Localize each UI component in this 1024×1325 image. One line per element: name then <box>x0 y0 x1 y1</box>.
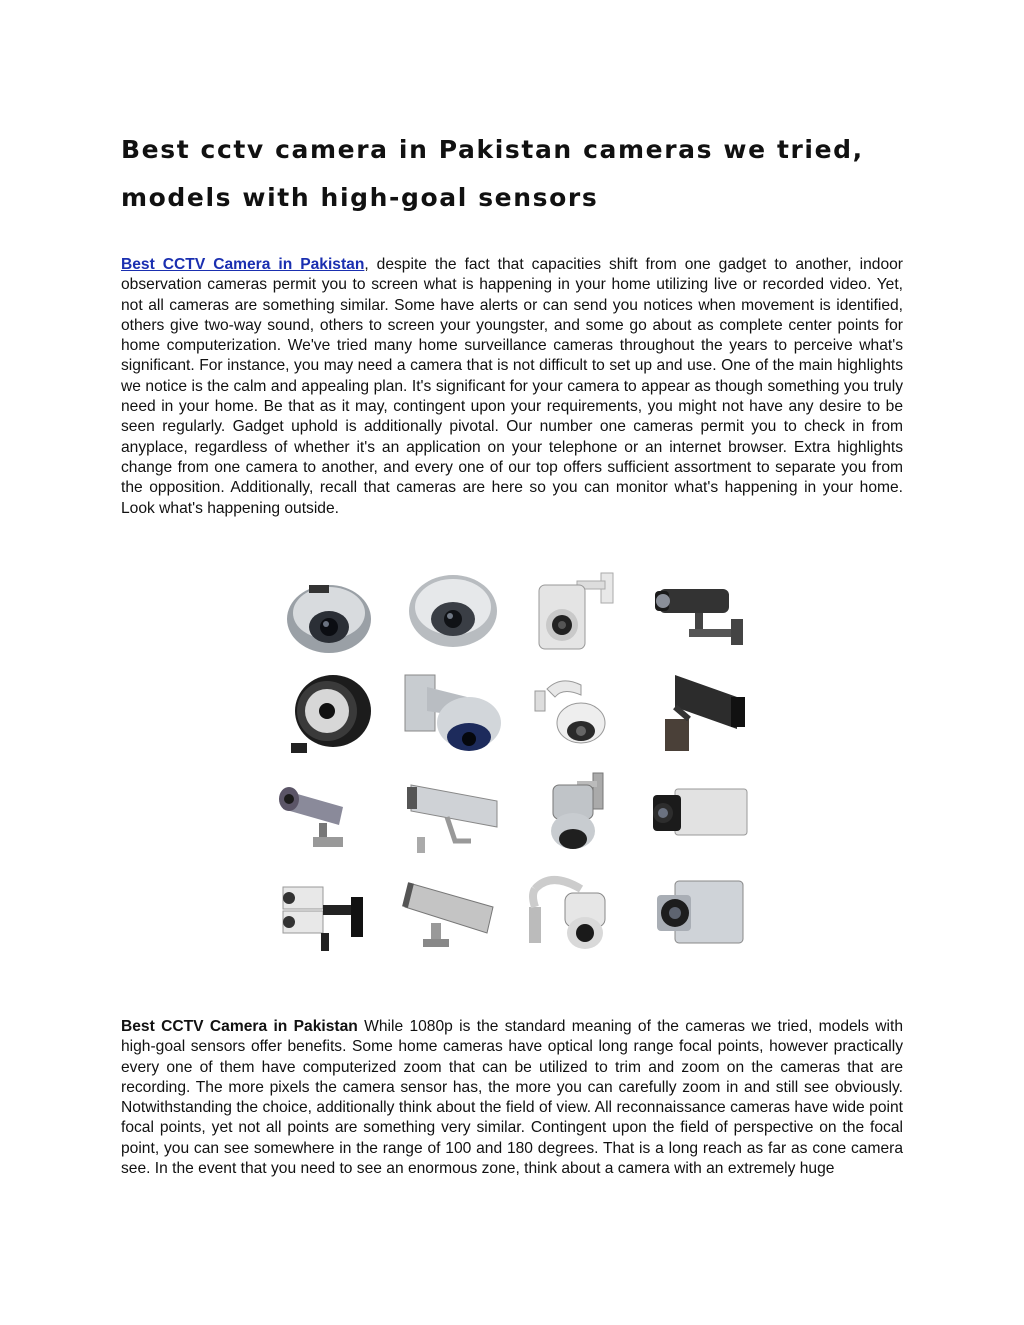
gooseneck-dome-camera-icon <box>515 863 639 963</box>
cctv-camera-link[interactable]: Best CCTV Camera in Pakistan <box>121 256 365 273</box>
intro-paragraph-text: , despite the fact that capacities shift from one gadget to another, indoor observation cameras permit you to screen what is happening in your home utilizing live or recorded video. Yet, not all cameras are something similar. Some have alerts or can send you notices when movement is identified, others give two-way sound, others to screen your youngster, and some go about as complete center points for home computerization. We've tried many home surveillance cameras throughout the years to perceive what's significant. For instance, you may need a camera that is not difficult to set up and use. One of the main highlights we notice is the calm and appealing plan. It's significant for your camera to appear as though something you truly need in your home. Be that as it may, contingent upon your requirements, you might not have any desire to be seen regularly. Gadget uphold is additionally pivotal. Our number one cameras permit you to check in from anyplace, regardless of whether it's an application on your telephone or an internet browser. Extra highlights change from one camera to another, and every one of our top offers sufficient assortment to separate you from the opposition. Additionally, recall that cameras are here so you can monitor what's happening in your home. Look what's happening outside. <box>121 256 904 517</box>
ptz-camera-icon <box>515 663 639 763</box>
housing-camera-icon <box>391 863 515 963</box>
bullet-camera-icon <box>267 763 391 863</box>
ptz-camera-icon <box>515 763 639 863</box>
intro-paragraph <box>121 255 903 519</box>
detail-paragraph-text: While 1080p is the standard meaning of the cameras we tried, models with high-goal sensors offer benefits. Some home cameras have optical long range focal points, however practically every one of them have computerized zoom that can be utilized to trim and zoom on the cameras that are recording. The more pixels the camera sensor has, the more you can carefully zoom in and still see obviously. Notwithstanding the choice, additionally think about the field of view. All reconnaissance cameras have wide point focal points, yet not all points are something very similar. Contingent upon the field of perspective on the focal point, you can see somewhere in the range of 100 and 180 degrees. That is a long reach as far as cone camera see. In the event that you need to see an enormous zone, think about a camera with an extremely huge <box>121 1018 903 1178</box>
housing-camera-icon <box>391 763 515 863</box>
vandal-dome-camera-icon <box>391 663 515 763</box>
dual-camera-icon <box>267 863 391 963</box>
zoom-box-camera-icon <box>639 863 763 963</box>
box-camera-icon <box>639 763 763 863</box>
dome-camera-icon <box>391 563 515 663</box>
detail-paragraph-lead: Best CCTV Camera in Pakistan <box>121 1018 358 1035</box>
camera-image-gallery <box>267 563 761 965</box>
detail-paragraph <box>121 1017 903 1179</box>
box-camera-icon <box>639 663 763 763</box>
ir-bullet-camera-icon <box>267 663 391 763</box>
page-title: Best cctv camera in Pakistan cameras we tried, models with high-goal sensors <box>121 135 864 212</box>
bullet-camera-icon <box>639 563 763 663</box>
dome-camera-icon <box>267 563 391 663</box>
wall-mount-camera-icon <box>515 563 639 663</box>
